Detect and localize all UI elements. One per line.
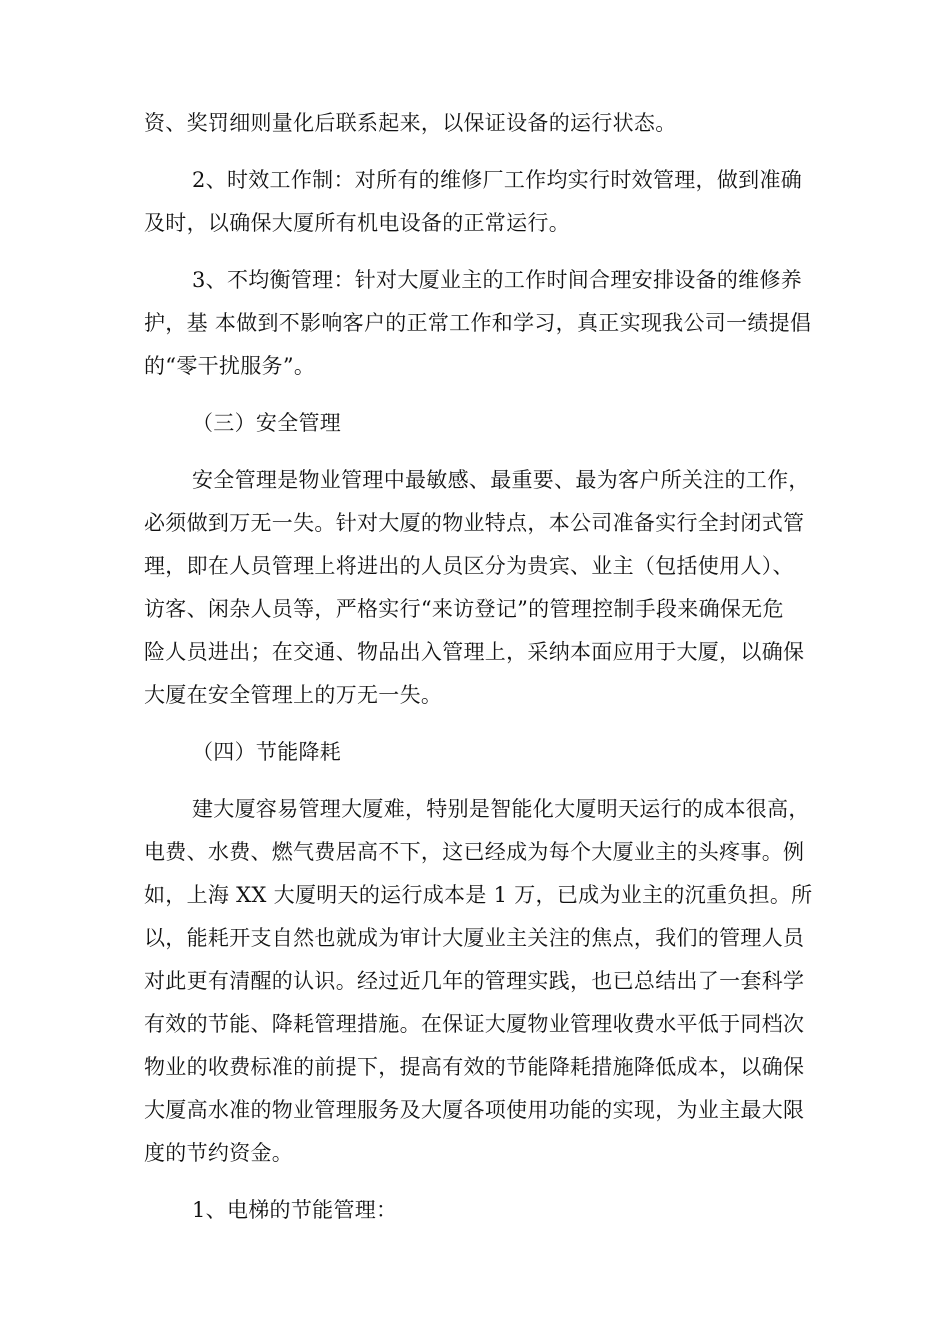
paragraph-line: 电费、水费、燃气费居高不下，这已经成为每个大厦业主的头疼事。例 (144, 840, 805, 864)
paragraph-line: 及时，以确保大厦所有机电设备的正常运行。 (144, 211, 570, 235)
paragraph-line: 有效的节能、降耗管理措施。在保证大厦物业管理收费水平低于同档次 (144, 1012, 805, 1036)
paragraph-line: 3、不均衡管理：针对大厦业主的工作时间合理安排设备的维修养 (192, 268, 803, 292)
paragraph-line: 物业的收费标准的前提下，提高有效的节能降耗措施降低成本，以确保 (144, 1055, 805, 1079)
paragraph-line: 险人员进出；在交通、物品出入管理上，采纳本面应用于大厦，以确保 (144, 640, 805, 664)
paragraph-line: 度的节约资金。 (144, 1141, 294, 1165)
section-heading: （三）安全管理 (192, 411, 342, 435)
paragraph-line: 必须做到万无一失。针对大厦的物业特点，本公司准备实行全封闭式管 (144, 511, 805, 535)
paragraph-line: 以，能耗开支自然也就成为审计大厦业主关注的焦点，我们的管理人员 (144, 926, 805, 950)
paragraph-line: 安全管理是物业管理中最敏感、最重要、最为客户所关注的工作， (192, 468, 810, 492)
paragraph-line: 访客、闲杂人员等，严格实行“来访登记”的管理控制手段来确保无危 (144, 597, 784, 621)
paragraph-line: 理，即在人员管理上将进出的人员区分为贵宾、业主（包括使用人）、 (144, 554, 794, 578)
paragraph-line: 对此更有清醒的认识。经过近几年的管理实践，也已总结出了一套科学 (144, 969, 805, 993)
section-heading: （四）节能降耗 (192, 740, 342, 764)
paragraph-line: 护，基 本做到不影响客户的正常工作和学习，真正实现我公司一绩提倡 (144, 311, 812, 335)
paragraph-line: 的“零干扰服务”。 (144, 354, 316, 378)
paragraph-line: 资、奖罚细则量化后联系起来，以保证设备的运行状态。 (144, 111, 677, 135)
paragraph-line: 大厦高水准的物业管理服务及大厦各项使用功能的实现，为业主最大限 (144, 1098, 805, 1122)
paragraph-line: 如，上海 XX 大厦明天的运行成本是 1 万，已成为业主的沉重负担。所 (144, 883, 813, 907)
paragraph-line: 2、时效工作制：对所有的维修厂工作均实行时效管理，做到准确 (192, 168, 803, 192)
paragraph-line: 1、电梯的节能管理： (192, 1198, 398, 1222)
paragraph-line: 大厦在安全管理上的万无一失。 (144, 683, 443, 707)
paragraph-line: 建大厦容易管理大厦难，特别是智能化大厦明天运行的成本很高， (192, 797, 810, 821)
